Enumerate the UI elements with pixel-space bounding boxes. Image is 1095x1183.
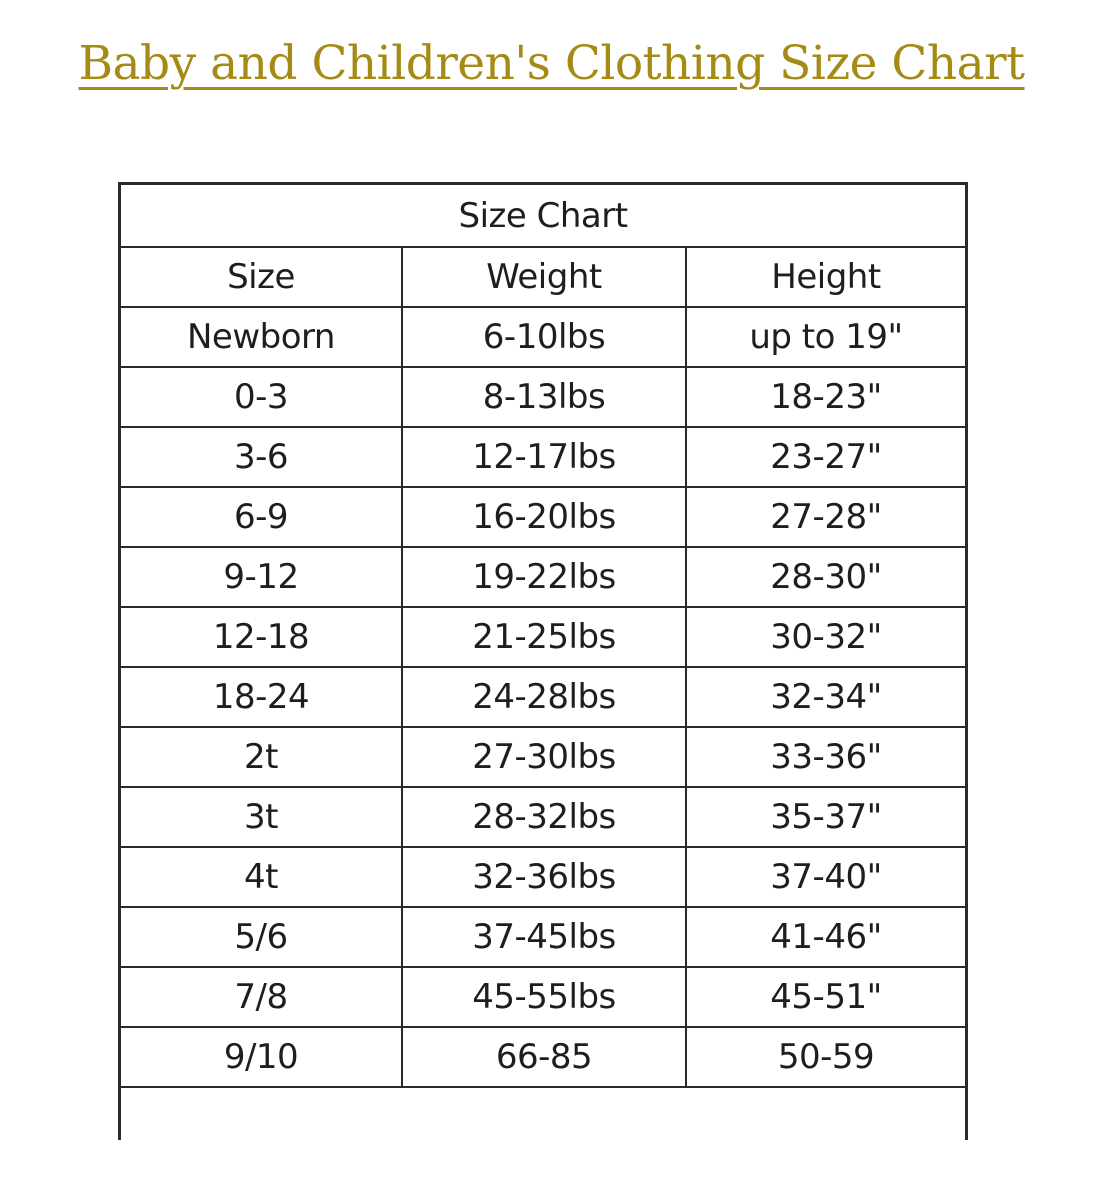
- height-cell: 35-37": [686, 787, 965, 847]
- weight-cell: 16-20lbs: [402, 487, 686, 547]
- weight-cell: 28-32lbs: [402, 787, 686, 847]
- size-cell: 5/6: [121, 907, 402, 967]
- size-cell: 18-24: [121, 667, 402, 727]
- table-row: [121, 1027, 965, 1087]
- size-cell: 12-18: [121, 607, 402, 667]
- height-cell: 45-51": [686, 967, 965, 1027]
- height-cell: 41-46": [686, 907, 965, 967]
- table-row: [121, 787, 965, 847]
- size-chart-table: [121, 185, 965, 1088]
- header-size: Size: [121, 247, 402, 307]
- size-cell: 3-6: [121, 427, 402, 487]
- weight-cell: 66-85: [402, 1027, 686, 1087]
- size-cell: 9/10: [121, 1027, 402, 1087]
- weight-cell: 27-30lbs: [402, 727, 686, 787]
- table-row: [121, 427, 965, 487]
- table-row: [121, 727, 965, 787]
- size-cell: 2t: [121, 727, 402, 787]
- header-row: [121, 247, 965, 307]
- height-cell: 18-23": [686, 367, 965, 427]
- weight-cell: 19-22lbs: [402, 547, 686, 607]
- height-cell: 33-36": [686, 727, 965, 787]
- table-row: [121, 307, 965, 367]
- height-cell: 32-34": [686, 667, 965, 727]
- size-cell: 4t: [121, 847, 402, 907]
- table-row: [121, 667, 965, 727]
- table-row: [121, 487, 965, 547]
- size-cell: 6-9: [121, 487, 402, 547]
- table-row: [121, 967, 965, 1027]
- table-row: [121, 547, 965, 607]
- weight-cell: 21-25lbs: [402, 607, 686, 667]
- size-chart-table-container: [118, 182, 968, 1140]
- weight-cell: 24-28lbs: [402, 667, 686, 727]
- table-caption: Size Chart: [121, 185, 965, 247]
- table-row: [121, 907, 965, 967]
- caption-row: [121, 185, 965, 247]
- height-cell: up to 19": [686, 307, 965, 367]
- weight-cell: 8-13lbs: [402, 367, 686, 427]
- table-body: [121, 307, 965, 1087]
- weight-cell: 12-17lbs: [402, 427, 686, 487]
- page-title-link[interactable]: Baby and Children's Clothing Size Chart: [78, 36, 1025, 91]
- weight-cell: 37-45lbs: [402, 907, 686, 967]
- height-cell: 28-30": [686, 547, 965, 607]
- height-cell: 27-28": [686, 487, 965, 547]
- header-height: Height: [686, 247, 965, 307]
- table-row: [121, 847, 965, 907]
- weight-cell: 45-55lbs: [402, 967, 686, 1027]
- weight-cell: 6-10lbs: [402, 307, 686, 367]
- size-cell: 9-12: [121, 547, 402, 607]
- height-cell: 50-59: [686, 1027, 965, 1087]
- height-cell: 37-40": [686, 847, 965, 907]
- size-cell: 0-3: [121, 367, 402, 427]
- weight-cell: 32-36lbs: [402, 847, 686, 907]
- size-cell: 7/8: [121, 967, 402, 1027]
- size-cell: 3t: [121, 787, 402, 847]
- table-row: [121, 367, 965, 427]
- size-cell: Newborn: [121, 307, 402, 367]
- header-weight: Weight: [402, 247, 686, 307]
- table-row: [121, 607, 965, 667]
- height-cell: 30-32": [686, 607, 965, 667]
- height-cell: 23-27": [686, 427, 965, 487]
